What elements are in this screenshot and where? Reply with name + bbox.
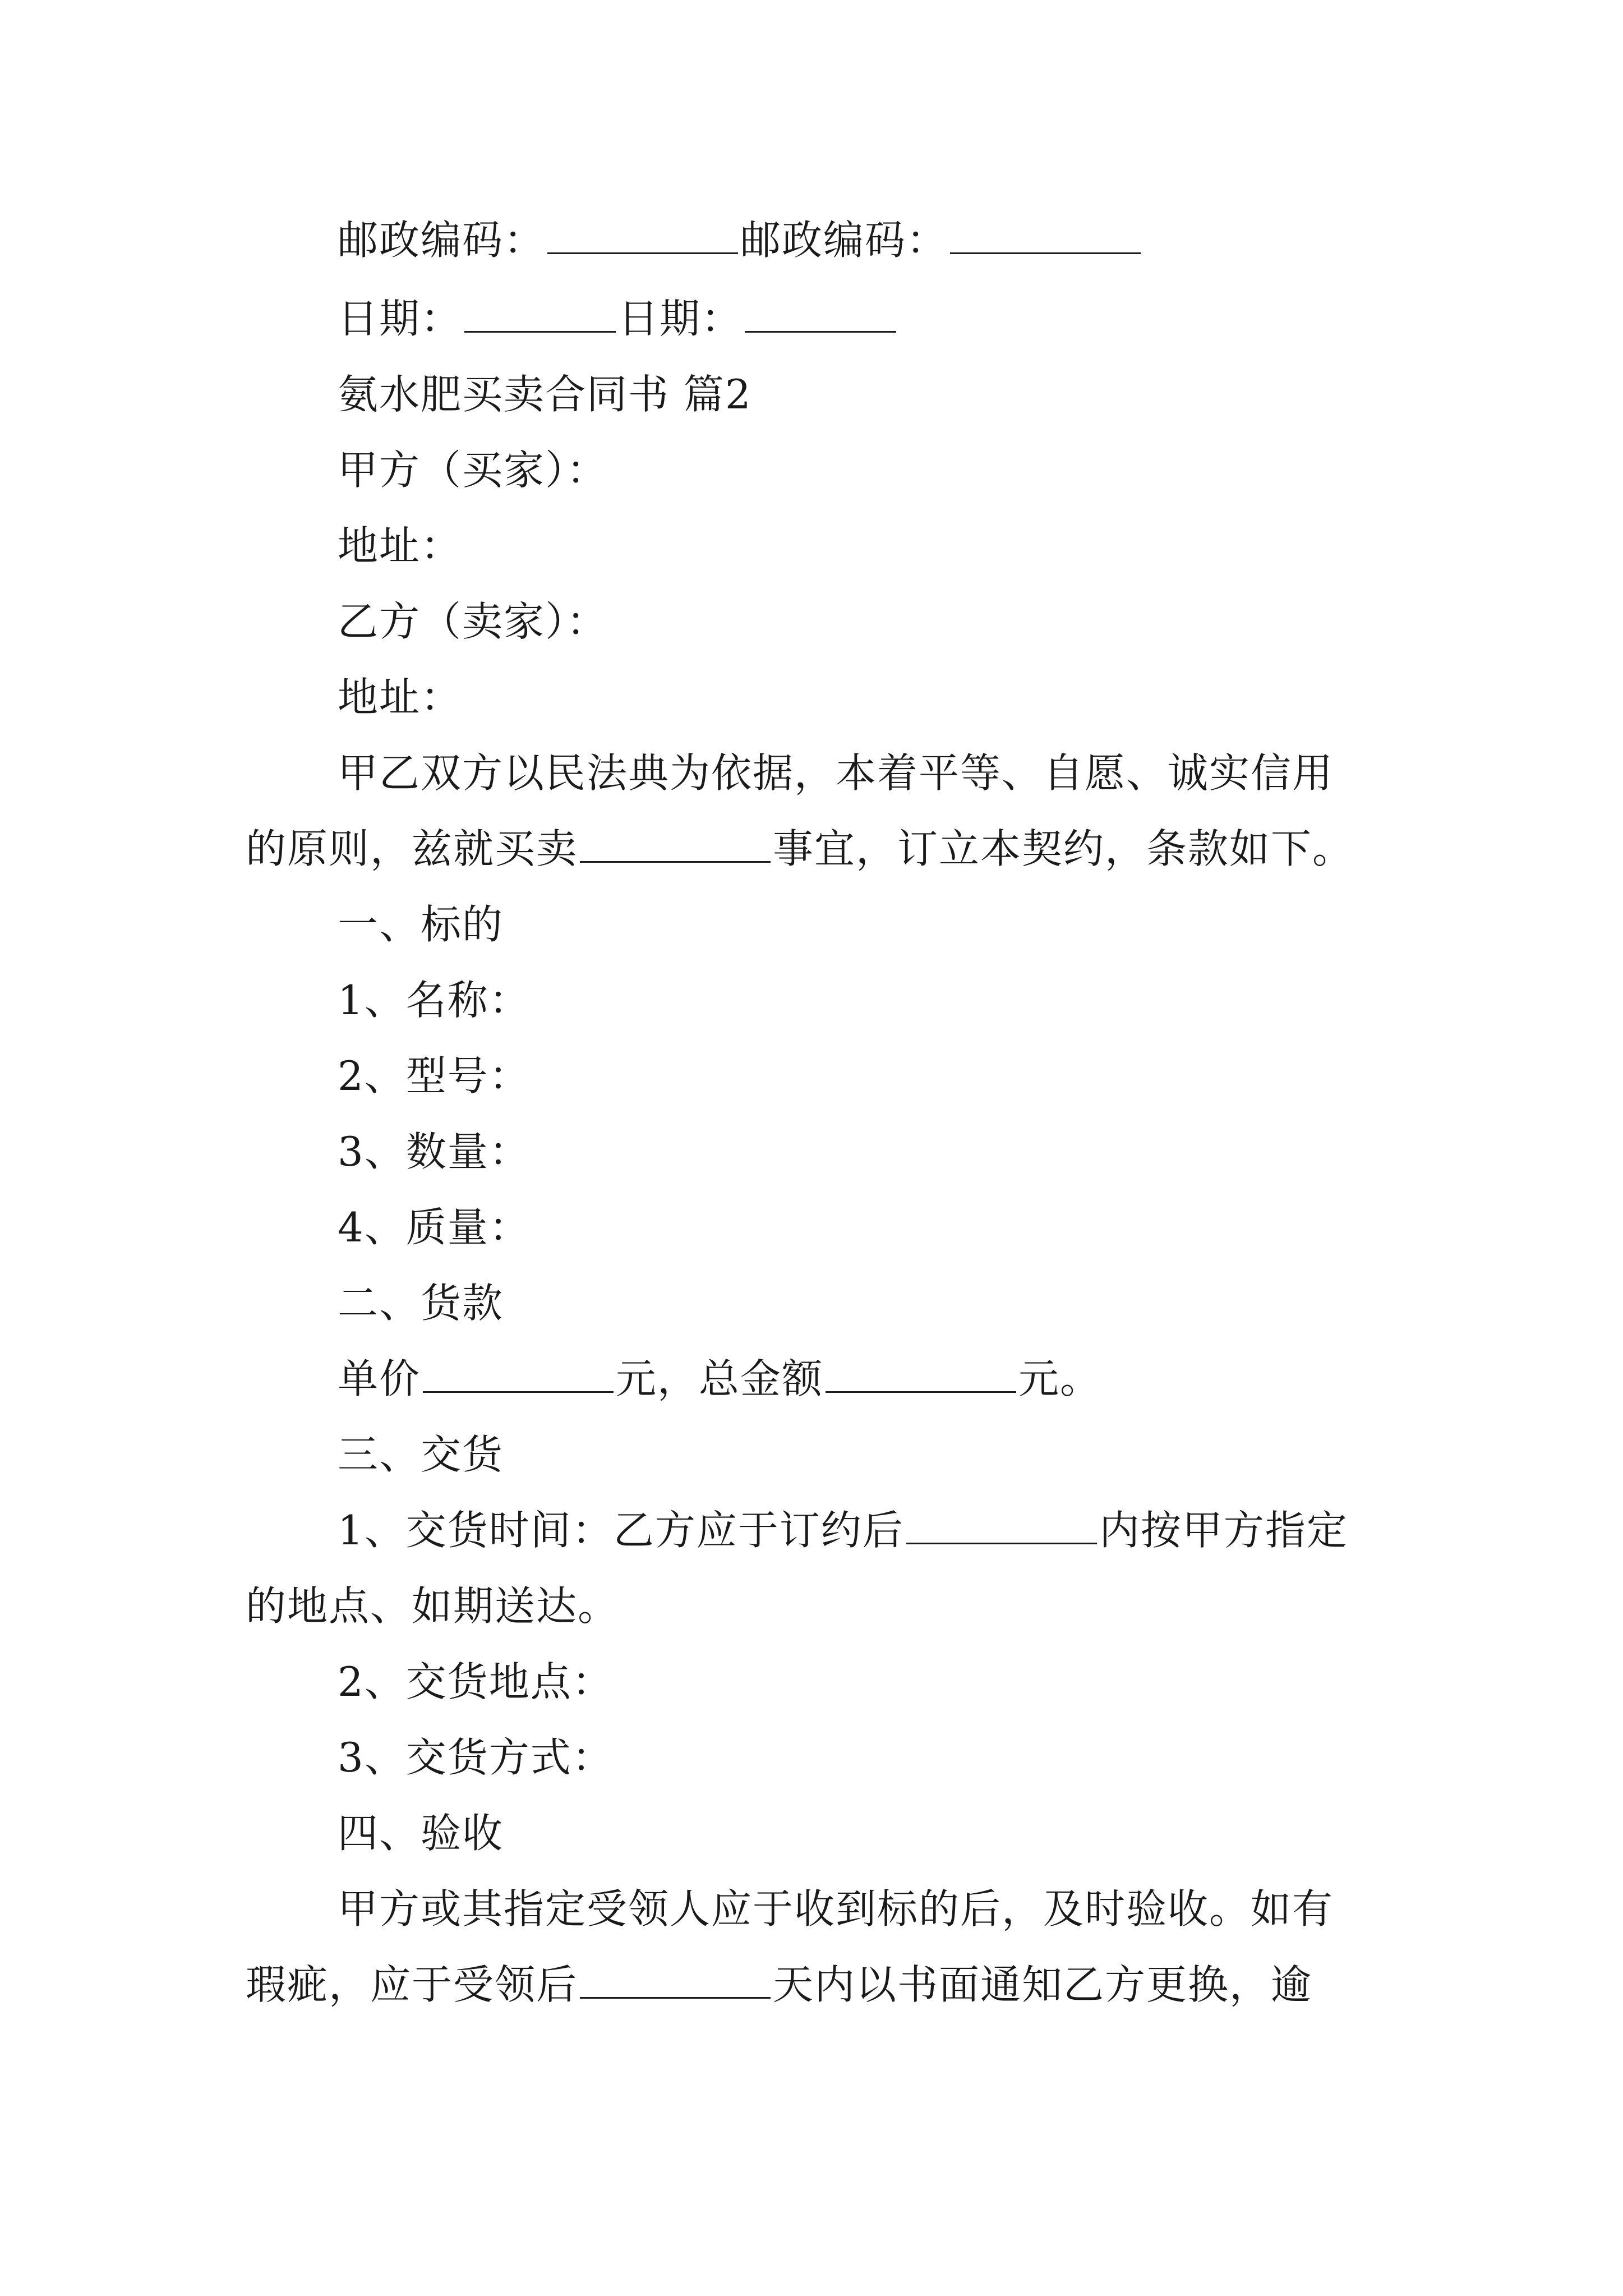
party-b-line: 乙方（卖家）： [338, 598, 608, 645]
clause-heading-4: 四、验收 [338, 1810, 504, 1857]
preamble-text-a: 的原则，兹就买卖 [246, 825, 578, 872]
delivery-time-blank [906, 1508, 1097, 1544]
section-title: 氨水肥买卖合同书 篇2 [338, 371, 752, 418]
party-a-address: 地址： [338, 522, 463, 569]
delivery-time-continued: 的地点、如期送达。 [246, 1582, 620, 1630]
postal-code-blank-b [950, 218, 1141, 254]
postal-code-label-b: 邮政编码： [740, 217, 948, 264]
clause-heading-2: 二、货款 [338, 1280, 504, 1327]
delivery-time-line [338, 1503, 1348, 1557]
date-label-a: 日期： [338, 295, 463, 342]
preamble-line-2 [246, 822, 1354, 876]
inspection-line-1: 甲方或其指定受领人应于收到标的后，及时验收。如有 [338, 1885, 1334, 1932]
clause-item-model: 2、型号： [338, 1052, 531, 1099]
total-amount-blank [826, 1356, 1016, 1393]
postal-code-line [338, 213, 1143, 267]
date-label-b: 日期： [618, 295, 743, 342]
inspection-days-blank [580, 1962, 771, 1999]
price-line [338, 1352, 1101, 1406]
preamble-text-b: 事宜，订立本契约，条款如下。 [773, 825, 1354, 872]
postal-code-label-a: 邮政编码： [338, 217, 546, 264]
date-blank-a [464, 296, 616, 333]
clause-item-name: 1、名称： [338, 977, 531, 1024]
inspection-line-2 [246, 1958, 1312, 2012]
inspection-text-a: 瑕疵，应于受领后 [246, 1961, 578, 2008]
clause-heading-1: 一、标的 [338, 901, 504, 948]
delivery-place-line: 2、交货地点： [338, 1658, 614, 1705]
clause-item-quality: 4、质量： [338, 1204, 531, 1251]
preamble-line-1: 甲乙双方以民法典为依据，本着平等、自愿、诚实信用 [338, 749, 1334, 797]
clause-heading-3: 三、交货 [338, 1431, 504, 1478]
price-text-b: 元，总金额 [616, 1355, 824, 1402]
inspection-text-b: 天内以书面通知乙方更换，逾 [773, 1961, 1313, 2008]
delivery-method-line: 3、交货方式： [338, 1734, 614, 1781]
delivery-time-text-b: 内按甲方指定 [1099, 1507, 1348, 1554]
party-b-address: 地址： [338, 674, 463, 721]
party-a-line: 甲方（买家）： [338, 447, 608, 494]
delivery-time-text-a: 1、交货时间：乙方应于订约后 [338, 1507, 904, 1554]
postal-code-blank-a [547, 218, 738, 254]
price-text-a: 单价 [338, 1355, 421, 1402]
preamble-blank [580, 826, 771, 863]
unit-price-blank [423, 1356, 614, 1393]
date-line [338, 292, 898, 346]
price-text-c: 元。 [1018, 1355, 1102, 1402]
date-blank-b [745, 296, 896, 333]
clause-item-quantity: 3、数量： [338, 1128, 531, 1175]
